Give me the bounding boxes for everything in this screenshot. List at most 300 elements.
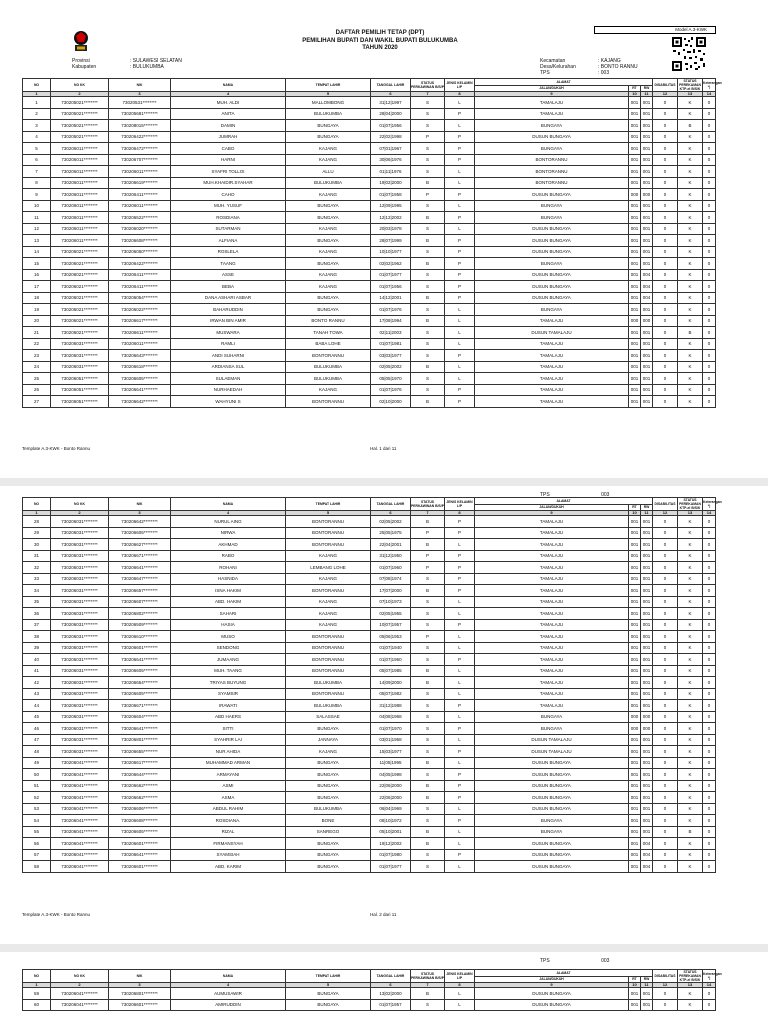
table-cell: K	[678, 608, 703, 620]
table-cell: 36	[23, 608, 51, 620]
table-cell: 0	[653, 200, 678, 212]
table-cell: 0	[703, 677, 716, 689]
table-cell: 0	[703, 596, 716, 608]
table-cell: ANITA	[171, 108, 286, 120]
column-number: 14	[703, 511, 716, 516]
table-cell: K	[678, 338, 703, 350]
table-cell: TAMALAJU	[475, 527, 629, 539]
table-cell: 001	[629, 608, 641, 620]
table-cell: KAJANG	[286, 619, 371, 631]
table-cell: 001	[629, 826, 641, 838]
table-cell: RAMLI	[171, 338, 286, 350]
table-cell: 25	[23, 373, 51, 385]
column-number: 4	[171, 511, 286, 516]
table-cell: BONTORANNU	[286, 585, 371, 597]
table-cell: 0	[653, 608, 678, 620]
table-cell: KAJANG	[286, 573, 371, 585]
table-cell: 001	[641, 143, 653, 155]
title-line-3: TAHUN 2020	[362, 45, 398, 51]
table-cell: 730206041********	[51, 838, 109, 850]
table-cell: 27	[23, 396, 51, 408]
table-cell: 0	[703, 177, 716, 189]
table-cell: 730206051********	[51, 384, 109, 396]
table-cell: 40	[23, 654, 51, 666]
region-info	[72, 58, 182, 70]
table-cell: 0	[653, 212, 678, 224]
table-cell: P	[411, 562, 445, 574]
voter-table	[22, 78, 722, 408]
table-cell: 730206031********	[51, 608, 109, 620]
table-cell: 001	[629, 861, 641, 873]
table-cell: BONTORANNU	[286, 527, 371, 539]
table-cell: 01|07|1957	[371, 999, 411, 1011]
table-cell: 730206610********	[109, 631, 171, 643]
table-cell: L	[445, 120, 475, 132]
table-cell: NUR AHIDA	[171, 746, 286, 758]
table-cell: 000	[641, 711, 653, 723]
table-cell: B	[411, 838, 445, 850]
table-row	[23, 235, 716, 247]
table-cell: 730206031********	[51, 711, 109, 723]
col-tanggal-lahir: TANGGAL LAHIR	[371, 79, 411, 92]
table-cell: DUSUN BUNGAYA	[475, 292, 629, 304]
table-cell: 001	[629, 815, 641, 827]
table-cell: DUSUN BUNGAYA	[475, 849, 629, 861]
table-cell: 730206644********	[109, 769, 171, 781]
table-cell: 0	[703, 154, 716, 166]
table-cell: 0	[653, 539, 678, 551]
table-cell: 730206619********	[109, 177, 171, 189]
table-cell: 001	[641, 350, 653, 362]
table-cell: L	[445, 327, 475, 339]
table-cell: P	[445, 516, 475, 528]
table-cell: 730206605********	[109, 665, 171, 677]
table-cell: 001	[629, 269, 641, 281]
table-cell: 0	[703, 350, 716, 362]
table-cell: B	[411, 826, 445, 838]
footer-page-number: Hal. 2 dari 11	[370, 912, 397, 917]
table-row	[23, 396, 716, 408]
table-cell: 56	[23, 838, 51, 850]
table-cell: 0	[653, 619, 678, 631]
table-cell: 001	[641, 619, 653, 631]
table-cell: 001	[641, 131, 653, 143]
table-cell: 0	[653, 154, 678, 166]
title-line-1: DAFTAR PEMILIH TETAP (DPT)	[335, 30, 425, 36]
table-cell: 001	[629, 527, 641, 539]
table-cell: B	[411, 757, 445, 769]
qr-code-icon	[671, 36, 707, 72]
table-cell: 31|12|1950	[371, 550, 411, 562]
table-cell: K	[678, 999, 703, 1011]
column-number: 13	[678, 511, 703, 516]
table-cell: 46	[23, 723, 51, 735]
table-cell: P	[445, 585, 475, 597]
table-cell: 0	[653, 373, 678, 385]
table-cell: K	[678, 350, 703, 362]
table-cell: 33	[23, 573, 51, 585]
table-cell: 0	[703, 654, 716, 666]
table-cell: 0	[703, 338, 716, 350]
table-cell: 001	[629, 131, 641, 143]
table-cell: 004	[641, 861, 653, 873]
table-cell: 730206662********	[109, 792, 171, 804]
table-cell: K	[678, 292, 703, 304]
table-cell: TAMALAJU	[475, 596, 629, 608]
table-cell: 001	[629, 631, 641, 643]
table-cell: 06|04|1969	[371, 803, 411, 815]
table-cell: MUSWARA	[171, 327, 286, 339]
table-cell: 58	[23, 861, 51, 873]
table-cell: 001	[629, 849, 641, 861]
table-cell: BUNGAYA	[475, 120, 629, 132]
table-cell: 730206011********	[51, 212, 109, 224]
table-cell: AMIRUDDIN	[171, 999, 286, 1011]
table-cell: JUMAANG	[171, 654, 286, 666]
table-cell: 15|03|1977	[371, 746, 411, 758]
table-cell: L	[445, 803, 475, 815]
table-cell: 47	[23, 734, 51, 746]
table-cell: 41	[23, 665, 51, 677]
table-row	[23, 258, 716, 270]
table-cell: S	[411, 608, 445, 620]
table-cell: 6	[23, 154, 51, 166]
table-row	[23, 373, 716, 385]
table-cell: 34	[23, 585, 51, 597]
table-cell: 0	[653, 177, 678, 189]
table-cell: 730206608********	[109, 815, 171, 827]
table-cell: SALASSAE	[286, 711, 371, 723]
table-cell: DUSUN BUNGAYA	[475, 861, 629, 873]
col-no: NO	[23, 498, 51, 511]
table-cell: 730206031********	[51, 619, 109, 631]
column-number: 1	[23, 511, 51, 516]
table-cell: K	[678, 665, 703, 677]
column-number: 13	[678, 983, 703, 988]
table-cell: 730206041********	[51, 792, 109, 804]
table-cell: TAMALAJU	[475, 338, 629, 350]
table-cell: 51	[23, 780, 51, 792]
table-cell: BULUKUMBA	[286, 373, 371, 385]
table-cell: 0	[653, 292, 678, 304]
table-cell: BULUKUMBA	[286, 700, 371, 712]
table-cell: 03|01|1968	[371, 734, 411, 746]
table-cell: 730205021********	[51, 131, 109, 143]
table-cell: 0	[653, 585, 678, 597]
table-cell: 730206031********	[51, 573, 109, 585]
table-cell: 730206618********	[109, 361, 171, 373]
table-cell: 730206657********	[109, 585, 171, 597]
table-cell: 730205021********	[51, 120, 109, 132]
table-cell: K	[678, 815, 703, 827]
table-cell: BONTORANNU	[286, 516, 371, 528]
table-cell: 12|12|2002	[371, 212, 411, 224]
table-cell: BUNGAYA	[475, 826, 629, 838]
table-cell: L	[445, 999, 475, 1011]
table-cell: 0	[703, 780, 716, 792]
table-cell: BUNGAYA	[286, 131, 371, 143]
table-row	[23, 550, 716, 562]
table-cell: 54	[23, 815, 51, 827]
table-cell: L	[445, 200, 475, 212]
table-row	[23, 154, 716, 166]
table-cell: JUMRAH	[171, 131, 286, 143]
table-row	[23, 654, 716, 666]
table-cell: 7	[23, 166, 51, 178]
table-cell: 0	[703, 384, 716, 396]
table-cell: 0	[703, 861, 716, 873]
table-cell: TANAH TOWA	[286, 327, 371, 339]
kabupaten-label: Kabupaten	[72, 64, 97, 70]
table-cell: CABO	[171, 143, 286, 155]
table-cell: 4	[23, 131, 51, 143]
table-cell: 730205021********	[51, 108, 109, 120]
table-cell: 730206031********	[51, 688, 109, 700]
footer-template: Template A.3-KWK - Bonto Rannu	[22, 446, 91, 451]
table-cell: DANA ASHARI ASBAR	[171, 292, 286, 304]
table-cell: 730206601********	[109, 861, 171, 873]
table-cell: B	[411, 585, 445, 597]
col-nkk: NO KK	[51, 79, 109, 92]
table-cell: K	[678, 861, 703, 873]
table-row	[23, 849, 716, 861]
table-cell: BUNGAYA	[286, 757, 371, 769]
table-cell: L	[445, 539, 475, 551]
table-cell: TAMALAJU	[475, 585, 629, 597]
table-row	[23, 861, 716, 873]
table-cell: P	[445, 573, 475, 585]
table-cell: 12	[23, 223, 51, 235]
table-cell: P	[445, 723, 475, 735]
table-cell: 0	[703, 665, 716, 677]
table-cell: 60	[23, 999, 51, 1011]
table-row	[23, 631, 716, 643]
column-number: 2	[51, 92, 109, 97]
table-cell: 730206031********	[51, 585, 109, 597]
table-cell: 730206604********	[109, 711, 171, 723]
table-cell: 0	[653, 746, 678, 758]
table-cell: BUNGAYA	[286, 780, 371, 792]
table-cell: 0	[703, 258, 716, 270]
table-cell: 0	[703, 642, 716, 654]
table-cell: BUNGAYA	[475, 304, 629, 316]
table-cell: 001	[641, 539, 653, 551]
table-cell: 17	[23, 281, 51, 293]
footer-template: Template A.3-KWK - Bonto Rannu	[22, 912, 91, 917]
table-cell: 001	[629, 516, 641, 528]
table-cell: 57	[23, 849, 51, 861]
table-row	[23, 177, 716, 189]
table-cell: 17|07|2000	[371, 585, 411, 597]
table-cell: 04|05|1998	[371, 769, 411, 781]
table-cell: 22|06|2000	[371, 792, 411, 804]
table-cell: 001	[641, 585, 653, 597]
table-cell: S	[411, 373, 445, 385]
table-cell: P	[445, 154, 475, 166]
table-cell: BUNGAYA	[475, 815, 629, 827]
table-cell: 001	[629, 688, 641, 700]
column-number: 2	[51, 983, 109, 988]
table-cell: 01|07|1980	[371, 849, 411, 861]
column-number: 3	[109, 92, 171, 97]
column-number: 10	[629, 92, 641, 97]
table-cell: 0	[653, 861, 678, 873]
tps-value: 003	[601, 492, 610, 498]
table-cell: 730206801********	[109, 734, 171, 746]
table-cell: 13	[23, 235, 51, 247]
table-cell: 730206411********	[109, 281, 171, 293]
table-cell: BULUKUMBA	[286, 108, 371, 120]
table-cell: P	[411, 189, 445, 201]
col-alamat: ALAMAT	[475, 79, 653, 86]
table-cell: ABD. HAKIM	[171, 596, 286, 608]
table-row	[23, 189, 716, 201]
col-nik: NIK	[109, 970, 171, 983]
table-cell: 001	[641, 792, 653, 804]
col-tanggal-lahir: TANGGAL LAHIR	[371, 970, 411, 983]
column-number: 1	[23, 983, 51, 988]
table-cell: 001	[641, 562, 653, 574]
table-row	[23, 166, 716, 178]
table-row	[23, 815, 716, 827]
table-row	[23, 327, 716, 339]
table-cell: 001	[641, 688, 653, 700]
column-number: 4	[171, 92, 286, 97]
table-cell: BUNGAYA	[286, 838, 371, 850]
table-cell: 07|08|1974	[371, 573, 411, 585]
table-cell: S	[411, 688, 445, 700]
table-cell: 000	[629, 189, 641, 201]
table-cell: 0	[703, 711, 716, 723]
table-cell: S	[411, 723, 445, 735]
table-cell: L	[445, 97, 475, 109]
table-cell: 730206020********	[109, 223, 171, 235]
table-cell: 0	[653, 338, 678, 350]
table-cell: BUNGAYA	[286, 769, 371, 781]
table-cell: TAMALAJU	[475, 665, 629, 677]
table-cell: 001	[629, 97, 641, 109]
table-cell: ARMAYANI	[171, 769, 286, 781]
table-cell: 000	[629, 711, 641, 723]
table-row	[23, 734, 716, 746]
table-cell: 0	[653, 815, 678, 827]
table-cell: 001	[641, 108, 653, 120]
col-rt: RT	[629, 85, 641, 92]
table-cell: BONTORANNU	[286, 642, 371, 654]
table-cell: S	[411, 304, 445, 316]
table-cell: 55	[23, 826, 51, 838]
col-keterangan: Keterangan *)	[703, 970, 716, 983]
table-cell: S	[411, 654, 445, 666]
table-cell: K	[678, 769, 703, 781]
table-cell: 730206041********	[51, 757, 109, 769]
table-cell: IRWAN BIN AMIR	[171, 315, 286, 327]
table-cell: K	[678, 539, 703, 551]
table-cell: 05|06|1953	[371, 631, 411, 643]
table-row	[23, 384, 716, 396]
table-cell: 02|11|2003	[371, 327, 411, 339]
table-cell: 730206031********	[51, 677, 109, 689]
table-cell: DUSUN BUNGAYA	[475, 838, 629, 850]
table-cell: 0	[653, 281, 678, 293]
table-cell: 35	[23, 596, 51, 608]
table-cell: 0	[703, 688, 716, 700]
table-cell: 53	[23, 803, 51, 815]
table-cell: 0	[653, 315, 678, 327]
table-cell: 05|07|1982	[371, 688, 411, 700]
table-row	[23, 826, 716, 838]
table-cell: K	[678, 131, 703, 143]
table-cell: MUH.KHAIDIR.SYAHAR	[171, 177, 286, 189]
table-cell: S	[411, 350, 445, 362]
table-cell: 730206011********	[51, 189, 109, 201]
column-number: 3	[109, 983, 171, 988]
table-cell: 42	[23, 677, 51, 689]
table-row	[23, 573, 716, 585]
table-cell: 0	[653, 516, 678, 528]
table-cell: MUH. YUSUF	[171, 200, 286, 212]
table-cell: K	[678, 838, 703, 850]
table-cell: 730206031********	[51, 539, 109, 551]
table-cell: 43	[23, 688, 51, 700]
table-cell: AKHMAD	[171, 539, 286, 551]
table-cell: P	[411, 527, 445, 539]
column-number: 7	[411, 983, 445, 988]
table-cell: S	[411, 999, 445, 1011]
table-cell: 02|05|2002	[371, 516, 411, 528]
table-cell: 02|05|2002	[371, 361, 411, 373]
table-cell: TAMALAJU	[475, 108, 629, 120]
kabupaten-value: : BULUKUMBA	[130, 64, 164, 70]
table-cell: B	[411, 292, 445, 304]
table-cell: 0	[653, 688, 678, 700]
table-cell: P	[445, 700, 475, 712]
table-cell: 0	[653, 711, 678, 723]
table-cell: 9	[23, 189, 51, 201]
col-disabilitas: DISABILITAS	[653, 498, 678, 511]
table-cell: NURUL AING	[171, 516, 286, 528]
table-cell: 730206422********	[109, 131, 171, 143]
col-nik: NIK	[109, 498, 171, 511]
table-cell: SANREGO	[286, 826, 371, 838]
provinsi-label: Provinsi	[72, 58, 90, 64]
table-cell: 730206605********	[109, 688, 171, 700]
table-cell: RIZAL	[171, 826, 286, 838]
col-jalan: JALAN/DUKUH	[475, 85, 629, 92]
table-cell: DUSUN BUNGAYA	[475, 780, 629, 792]
table-cell: 0	[703, 189, 716, 201]
table-cell: KAJANG	[286, 281, 371, 293]
table-cell: K	[678, 281, 703, 293]
table-cell: 0	[653, 304, 678, 316]
table-cell: L	[445, 608, 475, 620]
table-cell: 001	[641, 154, 653, 166]
table-cell: DUSUN BUNGAYA	[475, 235, 629, 247]
table-cell: 10|07|1957	[371, 619, 411, 631]
table-cell: 001	[629, 757, 641, 769]
table-cell: 04|08|1968	[371, 711, 411, 723]
table-row	[23, 723, 716, 735]
table-cell: 001	[641, 516, 653, 528]
col-nik: NIK	[109, 79, 171, 92]
table-row	[23, 108, 716, 120]
table-cell: TAMALAJU	[475, 539, 629, 551]
table-cell: K	[678, 700, 703, 712]
table-cell: 730206605********	[109, 826, 171, 838]
col-no: NO	[23, 79, 51, 92]
table-cell: 0	[703, 838, 716, 850]
table-cell: SYAMSIAH	[171, 849, 286, 861]
